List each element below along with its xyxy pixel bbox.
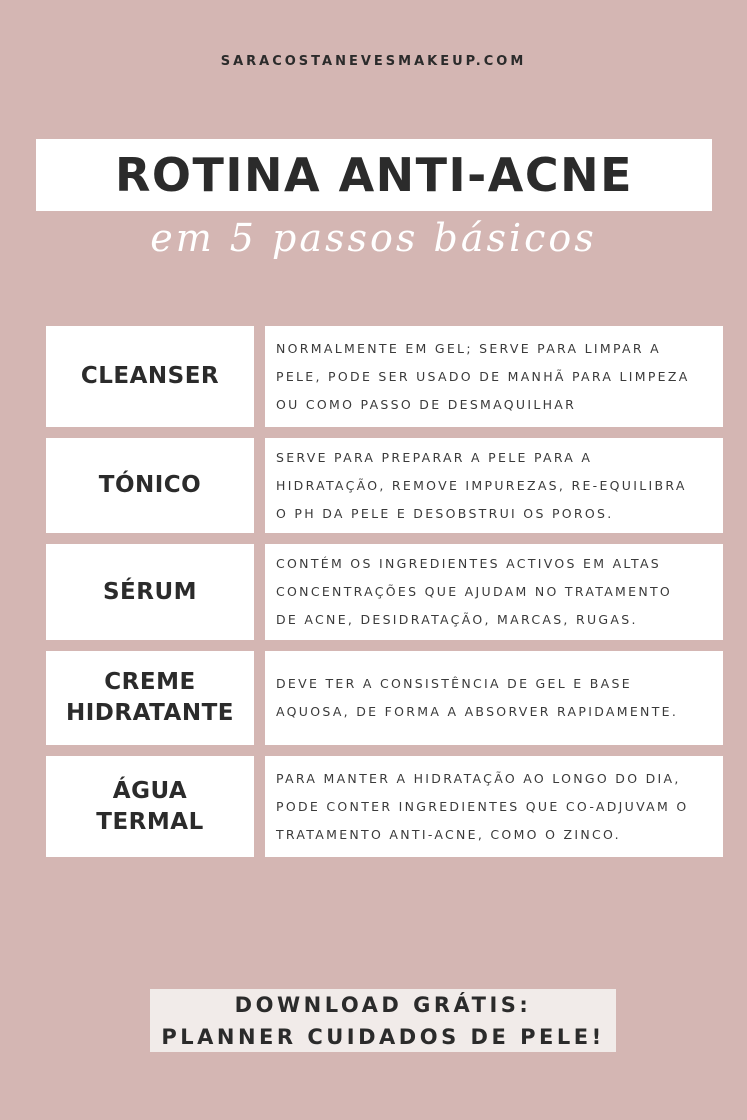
step-label-cell: [46, 438, 254, 533]
step-label: ÁGUA TERMAL: [96, 777, 204, 835]
step-description: NORMALMENTE EM GEL; SERVE PARA LIMPAR A PELE, PODE SER USADO DE MANHÃ PARA LIMPEZA OU COMO PASSO DE DESMAQUILHAR: [276, 340, 690, 412]
step-label: TÓNICO: [98, 472, 202, 498]
step-label-cell: [46, 756, 254, 857]
step-description: CONTÉM OS INGREDIENTES ACTIVOS EM ALTAS CONCENTRAÇÕES QUE AJUDAM NO TRATAMENTO DE ACNE, DESIDRATAÇÃO, MARCAS, RUGAS.: [276, 556, 673, 627]
step-row-cleanser: [46, 326, 723, 427]
page-title: ROTINA ANTI-ACNE: [114, 148, 634, 202]
download-button[interactable]: [150, 989, 616, 1052]
site-url: SARACOSTANEVESMAKEUP.COM: [220, 54, 527, 69]
page-subtitle: em 5 passos básicos: [150, 216, 597, 260]
step-description-cell: [265, 651, 723, 745]
step-description-cell: [265, 438, 723, 533]
step-row-serum: [46, 544, 723, 640]
step-label: CREME HIDRATANTE: [66, 669, 234, 726]
title-banner: [36, 139, 712, 211]
step-row-agua-termal: [46, 756, 723, 857]
step-description-cell: [265, 544, 723, 640]
step-description: PARA MANTER A HIDRATAÇÃO AO LONGO DO DIA, PODE CONTER INGREDIENTES QUE CO-ADJUVAM O TRATAMENTO ANTI-ACNE, COMO O ZINCO.: [276, 770, 689, 842]
step-label-cell: [46, 651, 254, 745]
step-label-cell: [46, 326, 254, 427]
step-row-creme-hidratante: [46, 651, 723, 745]
step-label: SÉRUM: [102, 578, 198, 605]
step-label: CLEANSER: [80, 363, 220, 389]
step-description-cell: [265, 756, 723, 857]
step-description: DEVE TER A CONSISTÊNCIA DE GEL E BASE AQUOSA, DE FORMA A ABSORVER RAPIDAMENTE.: [276, 676, 679, 719]
step-description-cell: [265, 326, 723, 427]
step-row-tonico: [46, 438, 723, 533]
download-label: DOWNLOAD GRÁTIS: PLANNER CUIDADOS DE PELE!: [161, 992, 605, 1049]
step-description: SERVE PARA PREPARAR A PELE PARA A HIDRATAÇÃO, REMOVE IMPUREZAS, RE-EQUILIBRA O PH DA PELE E DESOBSTRUI OS POROS.: [276, 449, 687, 521]
step-label-cell: [46, 544, 254, 640]
